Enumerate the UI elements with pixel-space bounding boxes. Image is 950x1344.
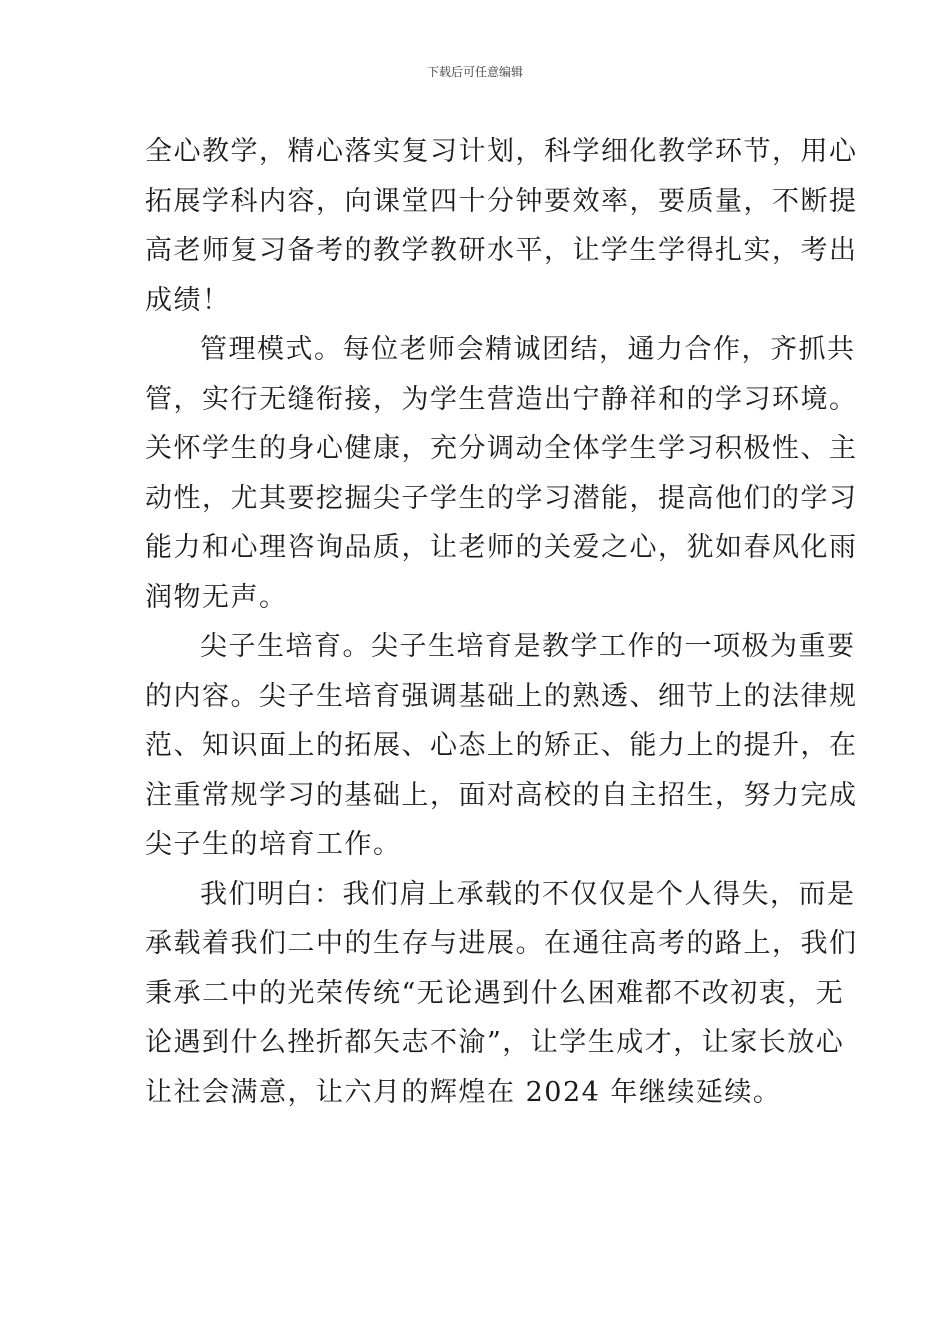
- text-line: 动性，尤其要挖掘尖子学生的学习潜能，提高他们的学习: [145, 482, 858, 514]
- text-line: 管理模式。每位老师会精诚团结，通力合作，齐抓共: [200, 334, 856, 365]
- text-line: 秉承二中的光荣传统“无论遇到什么困难都不改初衷，无: [145, 977, 845, 1009]
- text-line: 注重常规学习的基础上，面对高校的自主招生，努力完成: [145, 779, 858, 811]
- text-line: 尖子生培育。尖子生培育是教学工作的一项极为重要: [200, 631, 856, 662]
- text-line: 让社会满意，让六月的辉煌在 2024 年继续延续。: [145, 1076, 782, 1108]
- text-line: 论遇到什么挫折都矢志不渝”，让学生成才，让家长放心: [145, 1027, 845, 1058]
- text-line: 能力和心理咨询品质，让老师的关爱之心，犹如春风化雨: [145, 532, 858, 563]
- document-body: [145, 127, 858, 1117]
- text-line: 润物无声。: [145, 581, 288, 613]
- text-line: 范、知识面上的拓展、心态上的矫正、能力上的提升，在: [145, 730, 858, 761]
- text-line: 全心教学，精心落实复习计划，科学细化教学环节，用心: [145, 136, 858, 167]
- text-line: 管，实行无缝衔接，为学生营造出宁静祥和的学习环境。: [145, 383, 858, 415]
- text-line: 拓展学科内容，向课堂四十分钟要效率，要质量，不断提: [145, 185, 858, 217]
- page-header: 下载后可任意编辑: [426, 65, 523, 79]
- text-line: 高老师复习备考的教学教研水平，让学生学得扎实，考出: [145, 235, 858, 266]
- text-line: 的内容。尖子生培育强调基础上的熟透、细节上的法律规: [145, 680, 858, 712]
- text-line: 成绩！: [145, 284, 231, 316]
- text-line: 承载着我们二中的生存与进展。在通往高考的路上，我们: [145, 928, 858, 959]
- text-line: 尖子生的培育工作。: [145, 829, 402, 860]
- text-line: 我们明白：我们肩上承载的不仅仅是个人得失，而是: [200, 878, 856, 910]
- text-line: 关怀学生的身心健康，充分调动全体学生学习积极性、主: [145, 433, 858, 464]
